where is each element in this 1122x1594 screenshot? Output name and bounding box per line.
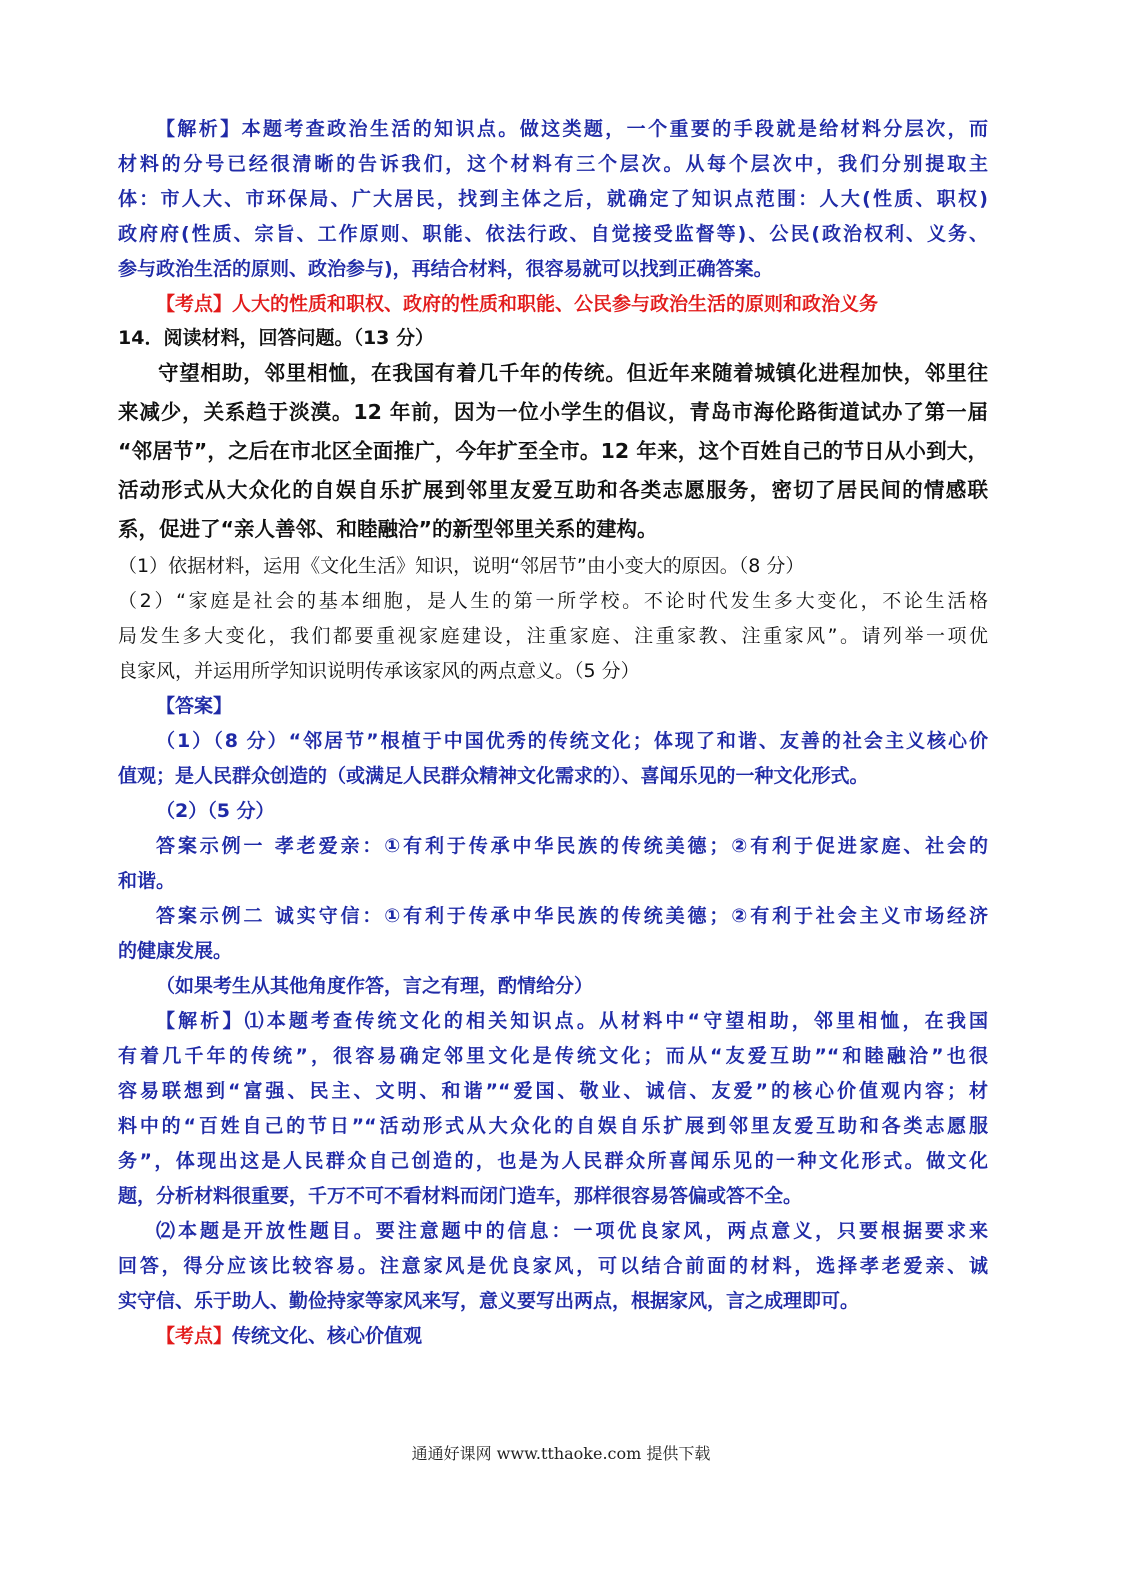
analysis2-tag: 【解析】 [156,1010,245,1032]
answer-1-line-0: （1）（8 分）“邻居节”根植于中国优秀的传统文化；体现了和谐、友善的社会主义核心价 [156,730,988,752]
kaodian1-line [118,287,988,322]
page-footer: 通通好课网 www.tthaoke.com 提供下载 [411,1444,711,1463]
example1-line-1: 和谐。 [118,870,176,892]
answer-1-line-1: 值观；是人民群众创造的（或满足人民群众精神文化需求的）、喜闻乐见的一种文化形式。 [118,765,869,787]
document-page [118,112,988,1354]
answer-2-head: （2）（5 分） [156,800,275,822]
analysis2-line-2: 容易联想到“富强、民主、文明、和谐”“爱国、敬业、诚信、友爱”的核心价值观内容；材 [118,1080,988,1102]
question-2-line-0: （2）“家庭是社会的基本细胞，是人生的第一所学校。不论时代发生多大变化，不论生活格 [118,590,988,612]
kaodian2-text: 传统文化、核心价值观 [232,1325,423,1347]
analysis2-p2-line-0: ⑵本题是开放性题目。要注意题中的信息：一项优良家风，两点意义，只要根据要求来 [156,1220,988,1242]
analysis1-line-0 [118,112,988,147]
analysis2-line-5: 题，分析材料很重要，千万不可不看材料而闭门造车，那样很容易答偏或答不全。 [118,1185,803,1207]
analysis1-line-3: 政府府(性质、宗旨、工作原则、职能、依法行政、自觉接受监督等)、公民(政治权利、义务、 [118,223,988,245]
question-title: 14．阅读材料，回答问题。（13 分） [118,327,434,349]
question-2-line-2: 良家风，并运用所学知识说明传承该家风的两点意义。（5 分） [118,660,640,682]
question-1: （1）依据材料，运用《文化生活》知识，说明“邻居节”由小变大的原因。（8 分） [118,555,805,577]
answer-note: （如果考生从其他角度作答，言之有理，酌情给分） [156,975,594,997]
analysis2-p2-line-1: 回答，得分应该比较容易。注意家风是优良家风，可以结合前面的材料，选择孝老爱亲、诚 [118,1255,988,1277]
analysis1-text: 本题考查政治生活的知识点。做这类题，一个重要的手段就是给材料分层次，而 [241,118,988,140]
analysis2-line-0 [118,1004,988,1039]
question-2-line-1: 局发生多大变化，我们都要重视家庭建设，注重家庭、注重家教、注重家风”。请列举一项优 [118,625,988,647]
material-line-0: 守望相助，邻里相恤，在我国有着几千年的传统。但近年来随着城镇化进程加快，邻里往 [158,361,988,385]
example2-line-0: 答案示例二 诚实守信：①有利于传承中华民族的传统美德；②有利于社会主义市场经济 [156,905,988,927]
kaodian1-tag: 【考点】 [156,293,233,315]
kaodian2-tag: 【考点】 [156,1325,233,1347]
analysis2-p2-line-2: 实守信、乐于助人、勤俭持家等家风来写，意义要写出两点，根据家风，言之成理即可。 [118,1290,860,1312]
material-line-3: 活动形式从大众化的自娱自乐扩展到邻里友爱互助和各类志愿服务，密切了居民间的情感联 [118,478,988,502]
example2-line-1: 的健康发展。 [118,940,233,962]
analysis2-line-3: 料中的“百姓自己的节日”“活动形式从大众化的自娱自乐扩展到邻里友爱互助和各类志愿服 [118,1115,988,1137]
analysis2-text: ⑴本题考查传统文化的相关知识点。从材料中“守望相助，邻里相恤，在我国 [244,1010,988,1032]
analysis1-line-1: 材料的分号已经很清晰的告诉我们，这个材料有三个层次。从每个层次中，我们分别提取主 [118,153,988,175]
analysis1-line-2: 体：市人大、市环保局、广大居民，找到主体之后，就确定了知识点范围：人大(性质、职权) [118,188,988,210]
analysis1-line-4: 参与政治生活的原则、政治参与)，再结合材料，很容易就可以找到正确答案。 [118,258,773,280]
example1-line-0: 答案示例一 孝老爱亲：①有利于传承中华民族的传统美德；②有利于促进家庭、社会的 [156,835,988,857]
material-line-1: 来减少，关系趋于淡漠。12 年前，因为一位小学生的倡议，青岛市海伦路街道试办了第一届 [118,400,988,424]
answer-tag: 【答案】 [156,695,233,717]
material-line-4: 系，促进了“亲人善邻、和睦融洽”的新型邻里关系的建构。 [118,517,658,541]
material-line-2: “邻居节”，之后在市北区全面推广，今年扩至全市。12 年来，这个百姓自己的节日从小到大， [118,439,988,463]
kaodian2-line [118,1319,988,1354]
analysis1-tag: 【解析】 [156,118,242,140]
analysis2-line-1: 有着几千年的传统”，很容易确定邻里文化是传统文化；而从“友爱互助”“和睦融洽”也很 [118,1045,988,1067]
kaodian1-text: 人大的性质和职权、政府的性质和职能、公民参与政治生活的原则和政治义务 [232,293,879,315]
analysis2-line-4: 务”，体现出这是人民群众自己创造的，也是为人民群众所喜闻乐见的一种文化形式。做文化 [118,1150,988,1172]
